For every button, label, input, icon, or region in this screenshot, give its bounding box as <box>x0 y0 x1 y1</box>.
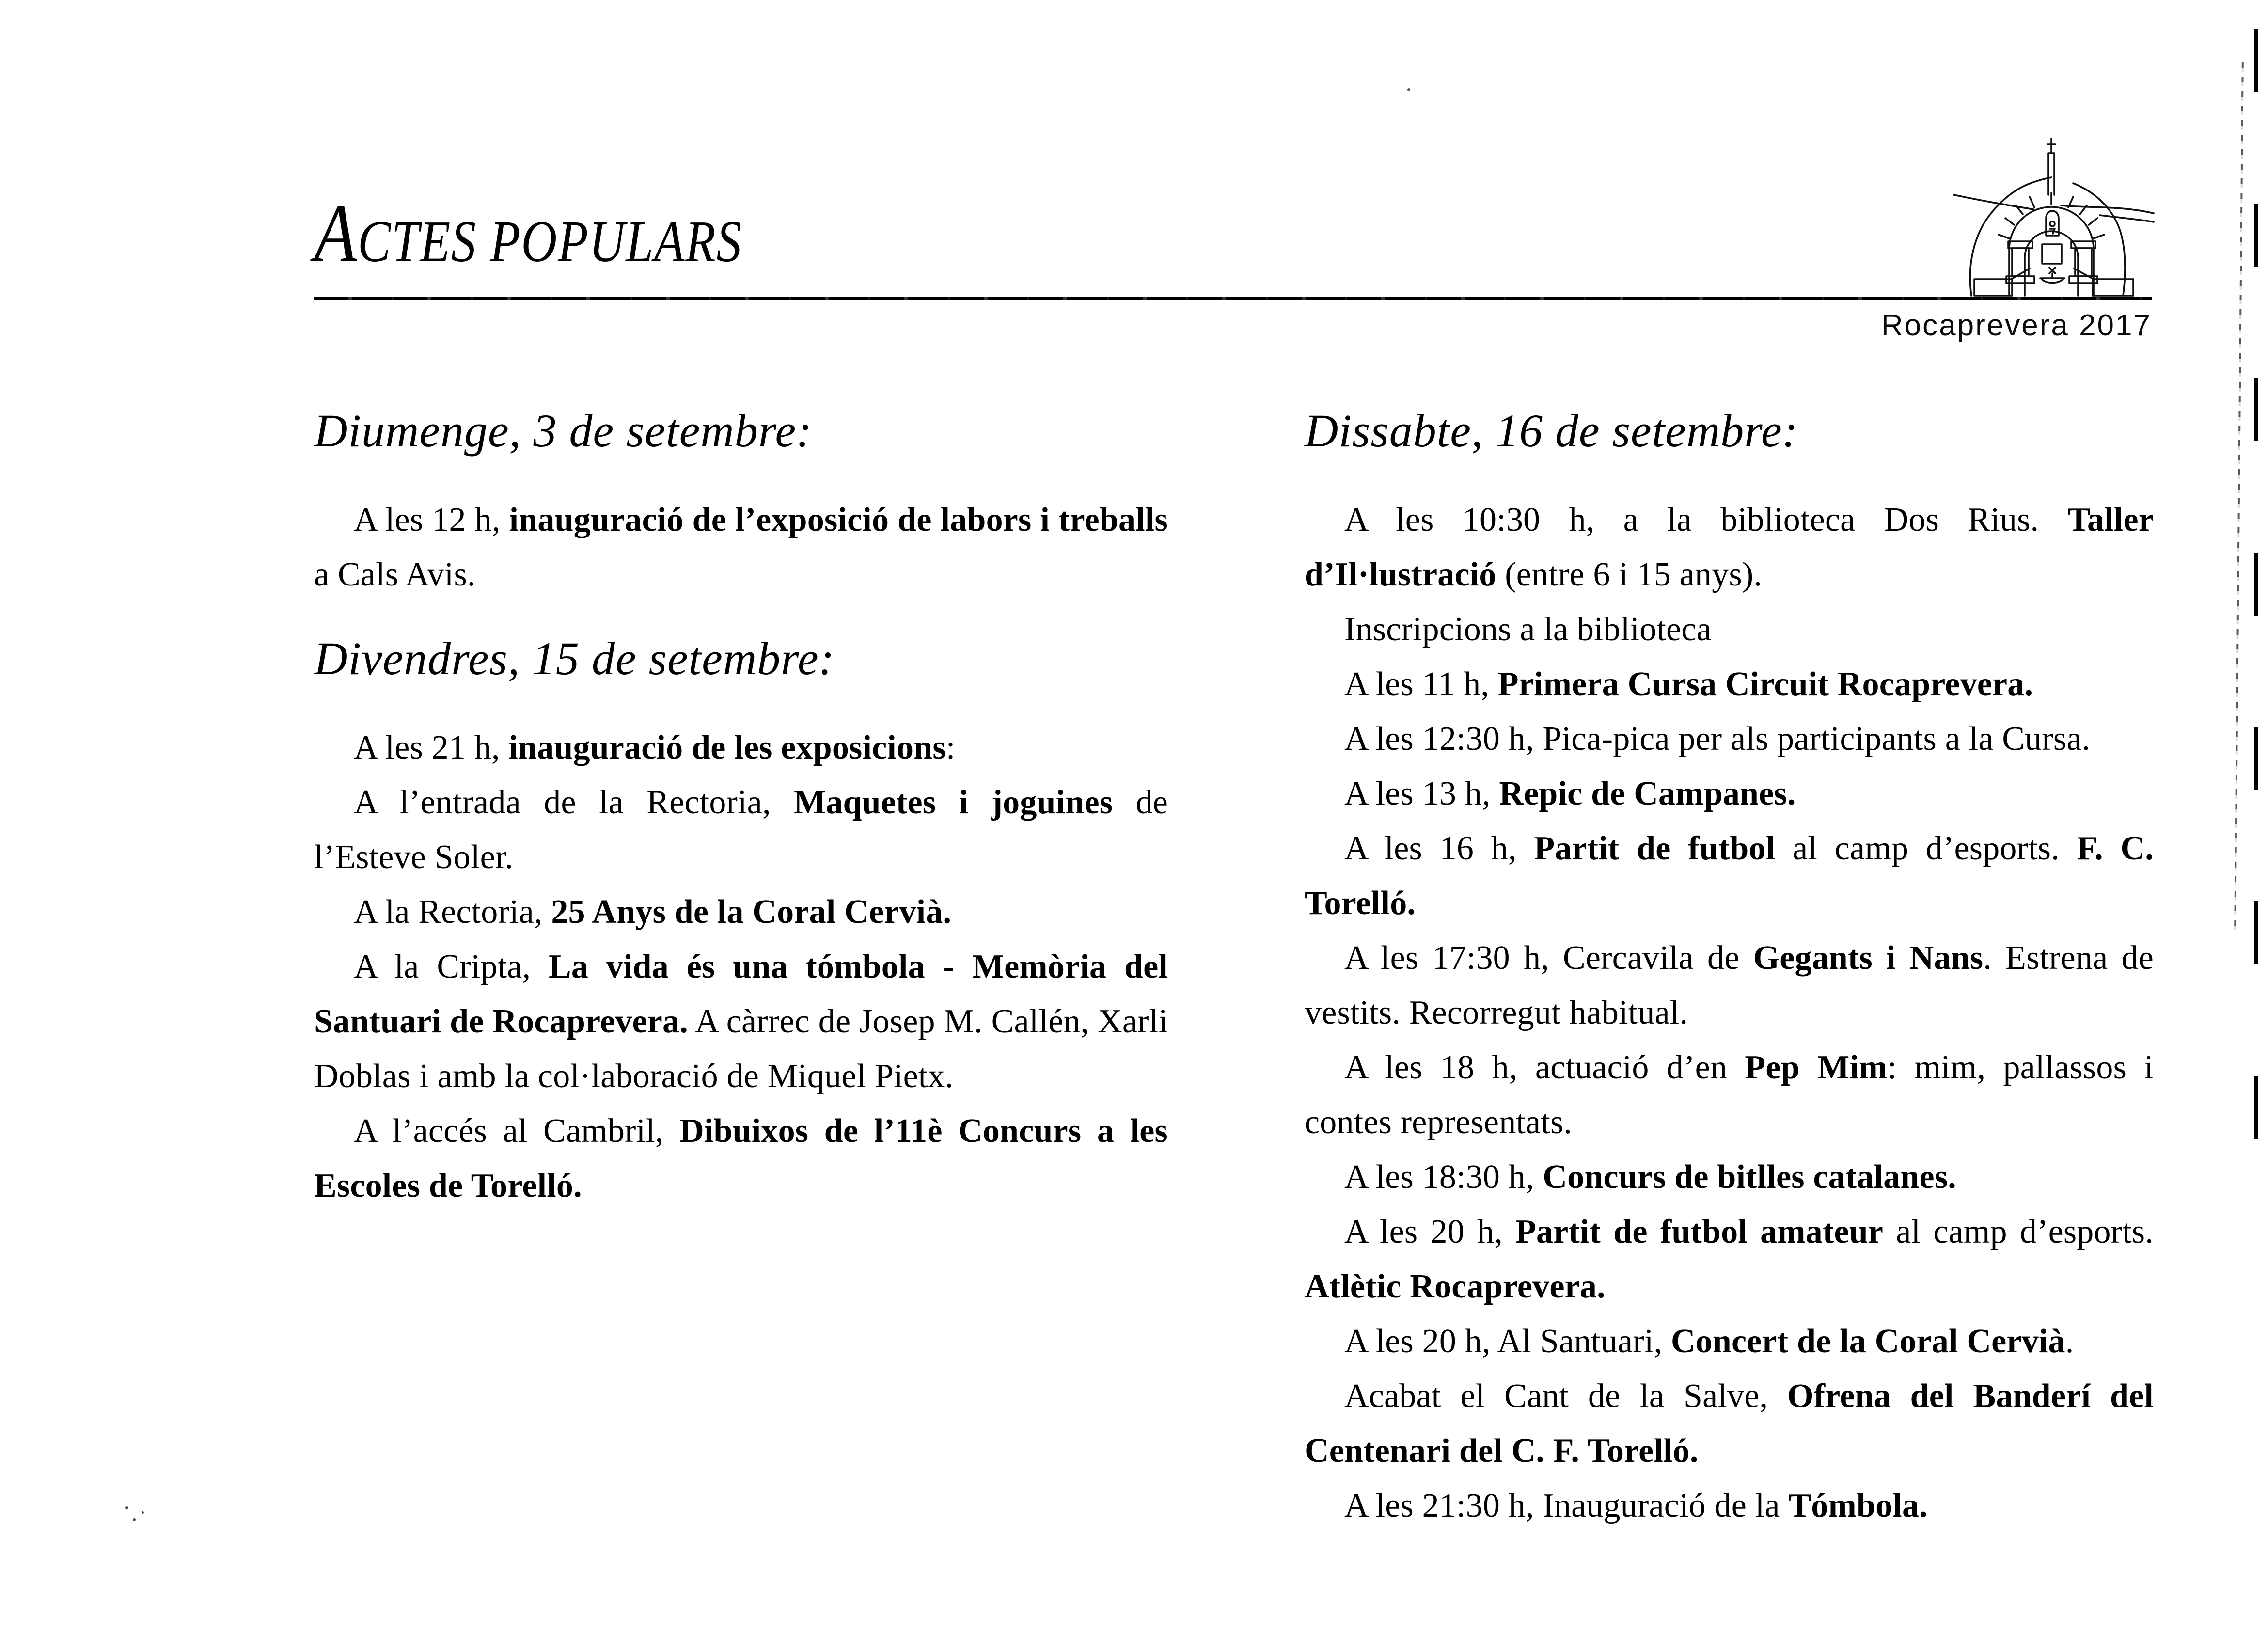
event-paragraph <box>1305 657 2154 711</box>
event-text: Acabat el Cant de la Salve, <box>1344 1377 1788 1415</box>
event-paragraph <box>1305 602 2154 657</box>
event-text: Inscripcions a la biblioteca <box>1344 611 1712 648</box>
event-highlight: Tómbola. <box>1788 1487 1928 1524</box>
header <box>314 188 823 280</box>
event-paragraph <box>314 775 1168 885</box>
scan-artifact-edge-line <box>2234 62 2244 930</box>
scan-artifact-speck <box>125 1506 128 1509</box>
event-highlight: Pep Mim <box>1745 1049 1888 1086</box>
event-text: A les 12:30 h, Pica-pica per als participants a la Cursa. <box>1344 720 2091 758</box>
event-paragraph <box>314 720 1168 775</box>
event-paragraph <box>1305 492 2154 602</box>
event-text: : <box>945 729 956 766</box>
event-paragraph <box>1305 1204 2154 1314</box>
event-highlight: Ofrena del Banderí del Centenari del C. F. Torelló. <box>1305 1377 2154 1470</box>
rocaprevera-sanctuary-illustration <box>1952 122 2156 300</box>
event-text: . Estrena de vestits. Recorregut habitual. <box>1305 939 2154 1031</box>
event-highlight: Dibuixos de l’11è Concurs a les Escoles de Torelló. <box>314 1112 1168 1204</box>
event-text: de l’Esteve Soler. <box>314 784 1168 876</box>
event-paragraph <box>1305 931 2154 1040</box>
event-text: A les 13 h, <box>1344 775 1499 812</box>
event-paragraph <box>314 492 1168 602</box>
event-highlight: inauguració de l’exposició de labors i treballs <box>509 501 1168 538</box>
event-highlight: Taller d’Il·lustració <box>1305 501 2154 593</box>
event-text: A les 12 h, <box>354 501 509 538</box>
event-text: A les 21:30 h, Inauguració de la <box>1344 1487 1789 1524</box>
scan-artifact-speck <box>1407 88 1410 91</box>
event-text: A càrrec de Josep M. Callén, Xarli Doblas i amb la col·laboració de Miquel Pietx. <box>314 1003 1168 1095</box>
header-rule <box>314 297 2152 300</box>
date-heading: Diumenge, 3 de setembre: <box>314 405 813 457</box>
sanctuary-line-drawing-icon <box>1952 122 2156 300</box>
event-text: A l’accés al Cambril, <box>354 1112 680 1150</box>
event-highlight: Primera Cursa Circuit Rocaprevera. <box>1497 665 2033 703</box>
event-highlight: Concurs de bitlles catalanes. <box>1543 1158 1956 1196</box>
event-text: A les 11 h, <box>1344 665 1498 703</box>
event-text: A la Rectoria, <box>354 893 551 931</box>
event-text: : mim, pallassos i contes representats. <box>1305 1049 2154 1141</box>
event-paragraph <box>1305 766 2154 821</box>
event-highlight: F. C. Torelló. <box>1305 830 2154 922</box>
event-highlight: La vida és una tómbola - Memòria del Santuari de Rocaprevera. <box>314 948 1168 1040</box>
event-text: A les 16 h, <box>1344 830 1534 867</box>
event-highlight: inauguració de les exposicions <box>508 729 946 766</box>
event-paragraph <box>1305 1369 2154 1478</box>
event-text: A les 17:30 h, Cercavila de <box>1344 939 1753 977</box>
event-paragraph <box>1305 1314 2154 1369</box>
date-heading: Dissabte, 16 de setembre: <box>1305 405 1798 457</box>
event-paragraph <box>1305 711 2154 766</box>
edition-label: Rocaprevera 2017 <box>1881 309 2152 342</box>
event-highlight: Repic de Campanes. <box>1499 775 1796 812</box>
event-text: al camp d’esports. <box>1883 1213 2154 1250</box>
event-text: A les 10:30 h, a la biblioteca Dos Rius. <box>1344 501 2068 538</box>
event-text: A la Cripta, <box>354 948 549 985</box>
event-paragraph <box>314 939 1168 1104</box>
event-text: al camp d’esports. <box>1775 830 2077 867</box>
scan-artifact-speck <box>142 1511 144 1514</box>
event-text: A les 18 h, actuació d’en <box>1344 1049 1745 1086</box>
event-highlight: Partit de futbol <box>1534 830 1776 867</box>
event-text: A les 18:30 h, <box>1344 1158 1543 1196</box>
scan-artifact-dashed-line <box>2254 29 2258 1231</box>
event-paragraph <box>314 1104 1168 1213</box>
event-highlight: Concert de la Coral Cervià <box>1670 1323 2065 1360</box>
event-text: a Cals Avis. <box>314 556 476 593</box>
event-highlight: Maquetes i joguines <box>794 784 1113 821</box>
right-column <box>1305 405 2154 1533</box>
event-text: . <box>2065 1323 2074 1360</box>
event-paragraph <box>1305 1040 2154 1150</box>
event-text: A l’entrada de la Rectoria, <box>354 784 794 821</box>
event-text: (entre 6 i 15 anys). <box>1496 556 1763 593</box>
event-highlight: 25 Anys de la Coral Cervià. <box>551 893 952 931</box>
page-title: ACTES POPULARS <box>314 188 742 280</box>
left-column <box>314 405 1168 1213</box>
event-paragraph <box>1305 1150 2154 1204</box>
event-text: A les 20 h, <box>1344 1213 1516 1250</box>
event-paragraph <box>1305 821 2154 931</box>
scan-artifact-speck <box>133 1518 136 1521</box>
event-text: A les 21 h, <box>354 729 509 766</box>
event-paragraph <box>1305 1478 2154 1533</box>
event-text: A les 20 h, Al Santuari, <box>1344 1323 1671 1360</box>
date-heading: Divendres, 15 de setembre: <box>314 632 835 684</box>
event-highlight: Partit de futbol amateur <box>1515 1213 1884 1250</box>
event-highlight: Gegants i Nans <box>1753 939 1984 977</box>
event-highlight: Atlètic Rocaprevera. <box>1305 1268 1606 1305</box>
event-paragraph <box>314 885 1168 939</box>
